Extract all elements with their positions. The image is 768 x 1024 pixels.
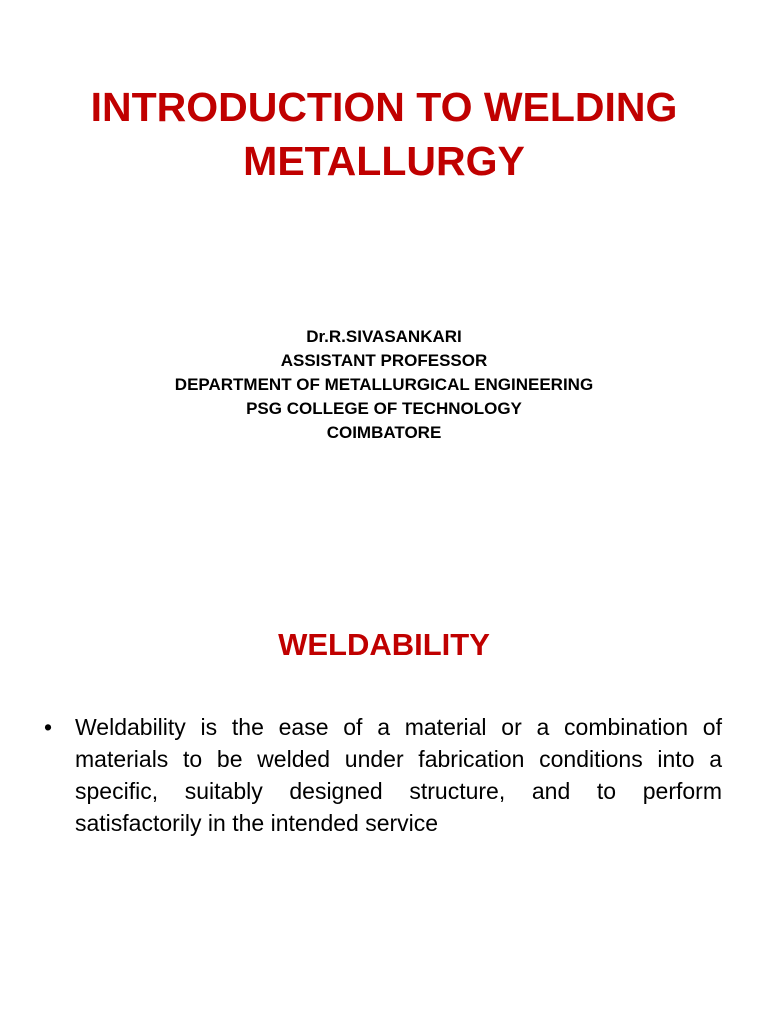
author-info xyxy=(20,325,748,445)
section-heading: WELDABILITY xyxy=(278,627,490,662)
author-city: COIMBATORE xyxy=(326,423,442,442)
author-department: DEPARTMENT OF METALLURGICAL ENGINEERING xyxy=(174,375,594,394)
author-college: PSG COLLEGE OF TECHNOLOGY xyxy=(246,399,522,418)
list-item xyxy=(44,711,722,839)
title-line: INTRODUCTION TO WELDING xyxy=(90,84,678,130)
bullet-text: Weldability is the ease of a material or a combination of materials to be welded under fabrication conditions into a specific, suitably designed structure, and to perform satisfactorily in the intended service xyxy=(75,714,722,836)
slide-title xyxy=(20,80,748,188)
title-line: METALLURGY xyxy=(243,138,525,184)
bullet-list xyxy=(44,711,722,839)
author-name: Dr.R.SIVASANKARI xyxy=(306,327,462,346)
author-designation: ASSISTANT PROFESSOR xyxy=(280,351,488,370)
bullet-icon: • xyxy=(44,714,53,740)
